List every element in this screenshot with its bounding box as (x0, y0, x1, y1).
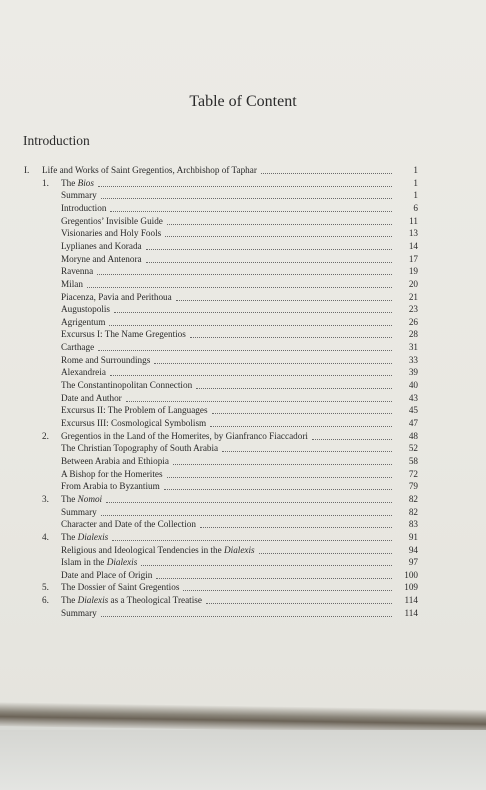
toc-entry-title: Moryne and Antenora (61, 253, 142, 264)
toc-entry-title: Excursus I: The Name Gregentios (61, 329, 186, 340)
toc-entry (61, 188, 418, 201)
toc-entry-page-number: 43 (408, 392, 418, 403)
toc-entry-title: Lyplianes and Korada (61, 240, 142, 251)
dot-leader (167, 477, 392, 478)
toc-entry-title: Introduction (61, 202, 107, 213)
toc-entry-page-number: 114 (404, 595, 418, 606)
dot-leader (87, 287, 392, 288)
dot-leader (110, 375, 392, 376)
toc-entry-title: Gregentios in the Land of the Homerites, by Gianfranco Fiaccadori (61, 430, 308, 441)
toc-entry-title: Religious and Ideological Tendencies in the Dialexis (61, 544, 255, 555)
toc-entry-title: Ravenna (61, 266, 94, 277)
dot-leader (167, 224, 392, 225)
toc-entry (61, 302, 418, 315)
toc-entry-number: 2. (42, 430, 49, 441)
toc-entry-number: 5. (42, 582, 49, 593)
toc-entry (61, 201, 418, 214)
toc-entry (61, 353, 418, 366)
dot-leader (106, 502, 392, 503)
toc-entry-title: Augustopolis (61, 304, 111, 315)
dot-leader (176, 300, 392, 301)
toc-entry-title: Date and Author (61, 392, 122, 403)
toc-entry (61, 327, 418, 340)
toc-entry-title: Summary (61, 607, 97, 618)
toc-entry-title: Agrigentum (61, 316, 106, 327)
toc-entry-title: The Dialexis as a Theological Treatise (61, 595, 202, 606)
toc-entry-title: The Dossier of Saint Gregentios (61, 582, 180, 593)
toc-entry-page-number: 47 (408, 418, 418, 428)
toc-entry-page-number: 100 (404, 569, 418, 580)
toc-entry-number: 3. (42, 493, 49, 504)
toc-entry-page-number: 40 (408, 380, 418, 391)
toc-entry (61, 441, 418, 454)
toc-entry-title: Excursus II: The Problem of Languages (61, 405, 208, 416)
dot-leader (190, 337, 392, 338)
toc-entry (61, 555, 418, 568)
toc-entry (61, 277, 418, 290)
toc-entry-title: Life and Works of Saint Gregentios, Archbishop of Taphar (42, 165, 257, 175)
toc-entry-page-number: 31 (408, 342, 418, 353)
toc-entry (61, 505, 418, 518)
toc-entry-title: The Constantinopolitan Connection (61, 380, 193, 391)
toc-entry-page-number: 82 (408, 493, 418, 504)
toc-entry (61, 568, 418, 581)
toc-entry (61, 226, 418, 239)
toc-entry (61, 467, 418, 480)
toc-entry (42, 530, 418, 543)
toc-entry (61, 378, 418, 391)
toc-entry-number: I. (24, 165, 30, 175)
dot-leader (101, 198, 392, 199)
toc-entry-title: Piacenza, Pavia and Perithoua (61, 291, 172, 302)
toc-entry-title: Character and Date of the Collection (61, 519, 196, 530)
toc-entry-title: Alexandreia (61, 367, 106, 378)
toc-entry-page-number: 91 (408, 531, 418, 542)
toc-entry-title: Rome and Surroundings (61, 354, 151, 365)
toc-entry-title: Summary (61, 506, 97, 517)
toc-entry (61, 454, 418, 467)
dot-leader (206, 603, 392, 604)
toc-entry-page-number: 19 (408, 266, 418, 277)
toc-entry-page-number: 52 (408, 443, 418, 454)
toc-entry (61, 517, 418, 530)
toc-entry-page-number: 109 (404, 582, 418, 593)
toc-entry-page-number: 23 (408, 304, 418, 315)
toc-entry (42, 593, 418, 606)
toc-entry-page-number: 72 (408, 468, 418, 479)
toc-entry (61, 290, 418, 303)
toc-entry-title: Between Arabia and Ethiopia (61, 455, 169, 466)
toc-entry (61, 543, 418, 556)
toc-entry-page-number: 21 (408, 291, 418, 302)
toc-entry-title: A Bishop for the Homerites (61, 468, 163, 479)
toc-entry-page-number: 82 (408, 506, 418, 517)
toc-entry (42, 492, 418, 505)
dot-leader (259, 553, 392, 554)
dot-leader (173, 464, 392, 465)
dot-leader (222, 451, 392, 452)
toc-entry (24, 163, 418, 176)
toc-entry-title: Gregentios’ Invisible Guide (61, 215, 163, 226)
toc-entry-title: The Christian Topography of South Arabia (61, 443, 219, 454)
toc-entry (61, 606, 418, 619)
dot-leader (97, 274, 392, 275)
dot-leader (112, 540, 392, 541)
toc-entry (61, 315, 418, 328)
toc-entry-number: 4. (42, 531, 49, 542)
dot-leader (200, 527, 392, 528)
toc-entry-title: Carthage (61, 342, 95, 353)
toc-entry-title: The Dialexis (61, 531, 109, 542)
toc-entry (61, 365, 418, 378)
toc-entry-page-number: 45 (408, 405, 418, 416)
dot-leader (154, 363, 392, 364)
dot-leader (98, 350, 392, 351)
toc-entry-page-number: 58 (408, 455, 418, 466)
toc-entry (61, 391, 418, 404)
section-heading-introduction: Introduction (23, 133, 90, 148)
toc-entry-page-number: 1 (413, 165, 418, 175)
toc-entry (61, 214, 418, 227)
toc-entry-number: 1. (42, 177, 49, 188)
dot-leader (101, 515, 392, 516)
toc-entry-title: Date and Place of Origin (61, 569, 153, 580)
toc-entry-page-number: 17 (408, 253, 418, 264)
toc-entry-title: The Nomoi (61, 493, 103, 504)
background-surface (0, 730, 486, 790)
dot-leader (141, 565, 392, 566)
toc-entry (61, 252, 418, 265)
dot-leader (261, 173, 392, 174)
toc-entry-page-number: 28 (408, 329, 418, 340)
toc-entry-page-number: 6 (413, 202, 418, 213)
dot-leader (156, 578, 392, 579)
toc-entry-title: Milan (61, 278, 83, 289)
toc-entry (61, 479, 418, 492)
toc-entry-page-number: 48 (408, 430, 418, 441)
toc-entry-page-number: 20 (408, 278, 418, 289)
dot-leader (165, 236, 392, 237)
dot-leader (101, 616, 392, 617)
dot-leader (212, 413, 392, 414)
toc-entry-number: 6. (42, 595, 49, 606)
dot-leader (196, 388, 392, 389)
toc-entry-title: From Arabia to Byzantium (61, 481, 160, 492)
toc-entry-page-number: 13 (408, 228, 418, 239)
dot-leader (183, 590, 392, 591)
dot-leader (98, 186, 392, 187)
dot-leader (114, 312, 392, 313)
toc-entry-title: The Bios (61, 177, 94, 188)
toc-entry-page-number: 39 (408, 367, 418, 378)
toc-entry-page-number: 114 (404, 607, 418, 618)
toc-entry-title: Islam in the Dialexis (61, 557, 138, 568)
toc-entry-title: Summary (61, 190, 97, 201)
dot-leader (210, 426, 392, 427)
page-title: Table of Content (189, 93, 297, 110)
toc-entry (61, 264, 418, 277)
toc-entry (42, 176, 418, 189)
toc-entry-page-number: 79 (408, 481, 418, 492)
toc-entry-page-number: 1 (413, 177, 418, 188)
toc-entry (61, 416, 418, 429)
toc-entry-page-number: 97 (408, 557, 418, 568)
toc-entry (61, 403, 418, 416)
dot-leader (109, 325, 392, 326)
dot-leader (126, 401, 392, 402)
toc-entry-page-number: 14 (408, 240, 418, 251)
dot-leader (164, 489, 392, 490)
dot-leader (146, 262, 392, 263)
toc-entry (61, 340, 418, 353)
toc-entry-title: Visionaries and Holy Fools (61, 228, 162, 239)
dot-leader (110, 211, 392, 212)
toc-entry-page-number: 94 (408, 544, 418, 555)
toc-entry-page-number: 11 (409, 215, 418, 226)
toc-entry (42, 580, 418, 593)
toc-entry (42, 429, 418, 442)
toc-entry-page-number: 83 (408, 519, 418, 530)
toc-entry (61, 239, 418, 252)
toc-entry-page-number: 33 (408, 354, 418, 365)
dot-leader (146, 249, 392, 250)
toc-entry-page-number: 1 (413, 190, 418, 201)
toc-entry-title: Excursus III: Cosmological Symbolism (61, 418, 207, 428)
toc-entry-page-number: 26 (408, 316, 418, 327)
dot-leader (312, 439, 392, 440)
